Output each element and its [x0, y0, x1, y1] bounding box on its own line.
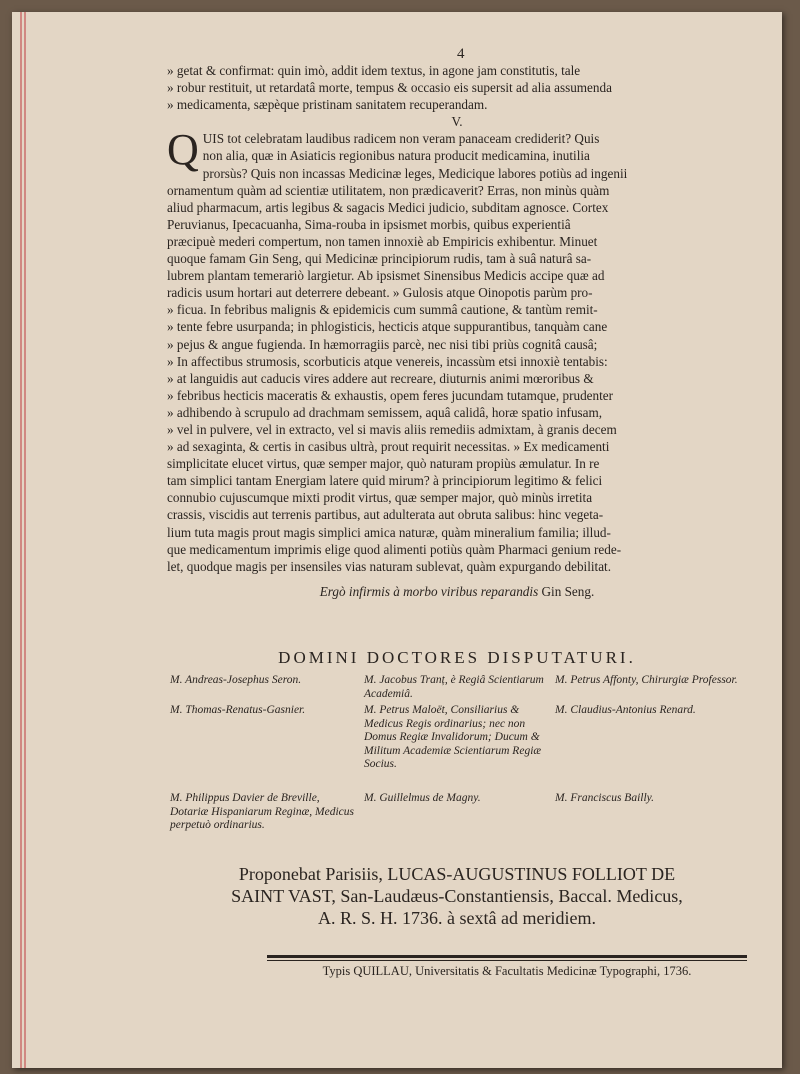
doctor-entry: M. Philippus Davier de Breville, Dotariæ Hispaniarum Reginæ, Medicus perpetuò ordinarius.	[170, 792, 354, 831]
body-line: » at languidis aut caducis vires addere aut recreare, diuturnis animi mœroribus &	[167, 370, 594, 386]
body-line: » In affectibus strumosis, scorbuticis atque venereis, incassùm etsi innoxiè tentabis:	[167, 353, 608, 369]
body-line: crassis, viscidis aut terrenis partibus, aut adulterata aut obruta salibus: hinc vegeta-	[167, 507, 604, 523]
body-line: » vel in pulvere, vel in extracto, vel si mavis aliis remediis admixtam, à granis decem	[167, 421, 617, 437]
body-line: » tente febre usurpanda; in phlogisticis, hecticis atque suppurantibus, tanquàm cane	[167, 319, 608, 335]
doctor-entry: M. Jacobus Tranț, è Regiâ Scientiarum Academiâ.	[364, 674, 544, 700]
body-line: Peruvianus, Ipecacuanha, Sima-rouba in ipsismet morbis, quibus experientiâ	[167, 216, 571, 232]
main-text	[167, 62, 747, 600]
divider-thin	[267, 960, 747, 961]
section-body	[167, 125, 747, 574]
body-line: » ad sexaginta, & certis in casibus ultrà, prout requirit necessitas. » Ex medicamenti	[167, 439, 610, 455]
divider-thick	[267, 955, 747, 958]
proponebat-line: Proponebat Parisiis, LUCAS-AUGUSTINUS FOLLIOT DE	[238, 864, 676, 884]
text-line: » medicamenta, sæpèque pristinam sanitatem recuperandam.	[167, 97, 488, 113]
body-line: quoque famam Gin Seng, qui Medicinæ principiorum rudis, tam à suâ naturâ sa-	[167, 251, 592, 267]
doctor-entry: M. Petrus Maloët, Consiliarius & Medicus Regis ordinarius; nec non Domus Regiæ Invalidorum; Ducum & Militum Academiæ Scientiarum Regiæ Socius.	[364, 704, 542, 770]
document-page	[12, 12, 782, 1068]
body-line: » adhibendo à scrupulo ad drachmam semissem, aquâ calidâ, horæ spatio infusam,	[167, 404, 603, 420]
section-number: V.	[451, 114, 463, 130]
conclusion	[167, 583, 747, 600]
body-line: » ficua. In febribus malignis & epidemicis cum summâ cautione, & tantùm remit-	[167, 302, 598, 318]
body-line: præcipuè mederi compertum, non tamen innoxiè ab Empiricis exhibentur. Minuet	[167, 233, 598, 249]
body-line: que medicamentum imprimis elige quod alimenti potiùs quàm Pharmaci genium rede-	[167, 541, 622, 557]
body-line: non alia, quæ in Asiaticis regionibus natura producit medicamina, inutilia	[202, 148, 590, 164]
doctors-title: DOMINI DOCTORES DISPUTATURI.	[278, 648, 636, 667]
body-line: connubio cujuscumque mixti prodit virtus, quæ semper major, quò minùs irretita	[167, 490, 593, 506]
doctor-entry: M. Thomas-Renatus-Gasnier.	[170, 704, 306, 716]
proponebat-block	[167, 863, 747, 929]
body-line: lium tuta magis prout magis simplici amica naturæ, quàm mineralium familia; illud-	[167, 524, 611, 540]
text-line: » robur restituit, ut retardatâ morte, tempus & occasio eis supersit ad alia assumenda	[167, 80, 612, 96]
page-number: 4	[457, 46, 465, 62]
body-line: aliud pharmacum, artis legibus & sagacis Medici judicio, subditam agnosce. Cortex	[167, 199, 609, 215]
text-line: » getat & confirmat: quin imò, addit idem textus, in agone jam constitutis, tale	[167, 63, 581, 78]
doctor-entry: M. Petrus Affonty, Chirurgiæ Professor.	[555, 674, 738, 686]
conclusion-tail: Gin Seng.	[541, 583, 595, 599]
body-line: radicis usum hortari aut deterrere debeant. » Gulosis atque Oinopotis parùm pro-	[167, 285, 593, 301]
drop-cap: Q	[167, 125, 199, 175]
body-line: let, quodque magis per insensiles vias naturam sublevat, quàm expurgando debilitat.	[167, 558, 612, 574]
body-line: lubrem plantam temerariò largietur. Ab ipsismet Sinensibus Medicis accipe quæ ad	[167, 268, 605, 284]
proponebat-line: A. R. S. H. 1736. à sextâ ad meridiem.	[318, 908, 596, 928]
doctor-entry: M. Franciscus Bailly.	[555, 792, 655, 804]
body-line: ornamentum quàm ad scientiæ utilitatem, non prædicaverit? Erras, non minùs quàm	[167, 182, 610, 198]
doctor-entry: M. Andreas-Josephus Seron.	[170, 674, 302, 686]
conclusion-italic: Ergò infirmis à morbo viribus reparandis	[319, 583, 539, 599]
body-line: » pejus & angue fugienda. In hæmorragiis parcè, nec nisi tibi priùs cognitâ causâ;	[167, 336, 598, 352]
printer-imprint: Typis QUILLAU, Universitatis & Facultatis Medicinæ Typographi, 1736.	[322, 964, 692, 978]
body-line: » febribus hecticis maceratis & exhaustis, opem feres jucundam tutamque, prudenter	[167, 387, 614, 403]
body-line: tam simplici tantam Energiam latere quid mirum? à principiorum legitimo & felici	[167, 473, 603, 489]
proponebat-line: SAINT VAST, San-Laudæus-Constantiensis, Baccal. Medicus,	[231, 886, 683, 906]
body-line: prorsùs? Quis non incassas Medicinæ leges, Medicique labores potiùs ad ingenii	[202, 165, 628, 181]
doctor-entry: M. Guillelmus de Magny.	[364, 792, 481, 804]
doctor-entry: M. Claudius-Antonius Renard.	[555, 704, 696, 716]
margin-rule	[20, 12, 26, 1068]
body-line: simplicitate elucet virtus, quæ semper major, quò naturam propiùs æmulatur. In re	[167, 456, 600, 472]
body-line: UIS tot celebratam laudibus radicem non veram panaceam crediderit? Quis	[202, 131, 600, 147]
